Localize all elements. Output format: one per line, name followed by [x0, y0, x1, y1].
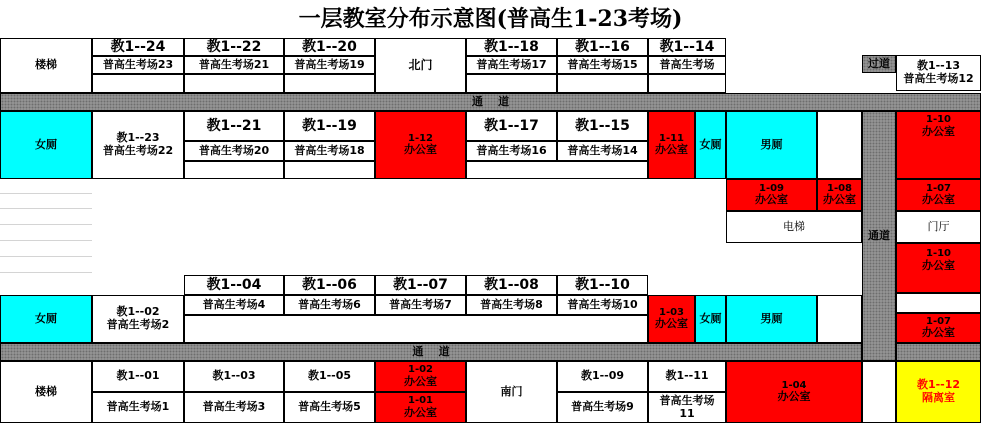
- toilet-female-upper: [0, 111, 92, 179]
- toilet-label: 男厕: [760, 311, 783, 325]
- exam-label: 普高生考场5: [298, 400, 361, 414]
- blank-cell: [648, 74, 726, 93]
- room-1-15: [557, 111, 648, 141]
- exam-label: 普高生考场: [659, 393, 715, 407]
- passage-label: 过道: [868, 56, 890, 70]
- room-label: 教1--22: [206, 38, 262, 55]
- blank-cell: [184, 161, 284, 179]
- exam-label: 普高生考场18: [294, 143, 365, 157]
- exam-label: 普高生考场23: [102, 57, 174, 71]
- corridor-top: [0, 93, 981, 111]
- blank-cell: [896, 293, 981, 313]
- office-label: 办公室: [404, 405, 437, 419]
- office-label: 办公室: [922, 193, 955, 207]
- toilet-label: 女厕: [699, 311, 722, 325]
- exam-6: [284, 295, 375, 315]
- exam-20: [184, 141, 284, 161]
- office-label: 办公室: [922, 258, 955, 272]
- toilet-label: 女厕: [699, 137, 722, 151]
- gate-label: 南门: [500, 384, 523, 398]
- room-label: 教1--09: [580, 369, 625, 383]
- blank-cell: [817, 111, 862, 179]
- room-1-16: [557, 38, 648, 56]
- exam-8: [466, 295, 557, 315]
- lobby: [896, 211, 981, 243]
- room-label: 教1--16: [575, 38, 630, 55]
- office-1-04: [726, 361, 862, 423]
- room-1-23: [92, 111, 184, 179]
- office-label: 办公室: [655, 317, 688, 331]
- toilet-male-upper: [726, 111, 817, 179]
- room-1-09: [557, 361, 648, 392]
- office-label: 办公室: [777, 390, 811, 404]
- exam-label: 普高生考场4: [202, 297, 266, 311]
- room-1-19: [284, 111, 375, 141]
- room-label: 教1--15: [575, 117, 630, 134]
- office-1-10-upper: [896, 111, 981, 179]
- grid-line: [0, 208, 92, 209]
- lobby-label: 门厅: [927, 219, 950, 233]
- exam-label: 普高生考场3: [202, 400, 266, 414]
- blank-cell: [184, 74, 284, 93]
- exam-label: 普高生考场6: [298, 297, 361, 311]
- exam-label: 普高生考场14: [567, 143, 638, 157]
- exam-18: [284, 141, 375, 161]
- room-label: 教1--14: [659, 38, 715, 55]
- office-1-11: [648, 111, 695, 179]
- room-label: 教1--18: [484, 38, 539, 55]
- grid-line: [0, 240, 92, 241]
- isolation-label: 隔离室: [922, 391, 955, 404]
- exam-5: [284, 392, 375, 423]
- office-1-07-upper: [896, 179, 981, 211]
- stairs-bottom: [0, 361, 92, 423]
- room-1-22: [184, 38, 284, 56]
- exam-label: 普高生考场16: [476, 143, 547, 157]
- toilet-female-upper-2: [695, 111, 726, 179]
- room-label: 教1--17: [484, 117, 539, 134]
- room-label: 教1--21: [206, 117, 262, 134]
- exam-label: 普高生考场22: [102, 144, 174, 157]
- office-1-02: [375, 361, 466, 392]
- passage-cell: [862, 55, 896, 73]
- room-1-11: [648, 361, 726, 392]
- blank-cell: [817, 295, 862, 343]
- room-1-03: [184, 361, 284, 392]
- room-label: 教1--24: [110, 38, 166, 55]
- stairs-label: 楼梯: [35, 384, 57, 398]
- room-1-05: [284, 361, 375, 392]
- stairs-top: [0, 38, 92, 93]
- office-1-12: [375, 111, 466, 179]
- room-label: 教1--07: [393, 276, 448, 293]
- room-1-04: [184, 275, 284, 295]
- north-gate: [375, 38, 466, 93]
- office-number: 1-10: [925, 114, 952, 125]
- blank-cell: [284, 74, 375, 93]
- exam-label: 普高生考场21: [198, 57, 270, 71]
- office-label: 办公室: [404, 143, 437, 157]
- room-1-17: [466, 111, 557, 141]
- office-1-07-lower: [896, 313, 981, 343]
- stairs-label: 楼梯: [35, 58, 57, 72]
- office-number: 1-09: [758, 182, 785, 194]
- exam-15: [557, 56, 648, 74]
- office-number: 1-04: [781, 379, 807, 391]
- room-label: 教1--19: [302, 117, 357, 134]
- exam-9: [557, 392, 648, 423]
- grid-line: [0, 256, 92, 257]
- office-number: 1-11: [658, 132, 685, 144]
- blank-cell: [466, 74, 557, 93]
- room-1-18: [466, 38, 557, 56]
- blank-cell: [862, 361, 896, 423]
- room-label: 教1--08: [484, 276, 539, 293]
- office-number: 1-07: [925, 182, 952, 194]
- office-1-10-lower: [896, 243, 981, 293]
- office-label: 办公室: [755, 193, 788, 207]
- room-label: 教1--06: [302, 276, 357, 293]
- room-label: 教1--10: [575, 276, 630, 293]
- exam-7: [375, 295, 466, 315]
- office-1-09: [726, 179, 817, 211]
- toilet-label: 男厕: [760, 137, 783, 151]
- exam-label: 普高生考场12: [903, 72, 974, 85]
- room-1-21: [184, 111, 284, 141]
- toilet-label: 女厕: [35, 137, 57, 151]
- corridor-side: [862, 111, 896, 361]
- exam-label: 普高生考场: [659, 57, 715, 71]
- office-label: 办公室: [655, 143, 688, 157]
- room-label: 教1--20: [302, 38, 357, 55]
- page-title: 一层教室分布示意图(普高生1-23考场): [298, 6, 683, 32]
- office-number: 1-02: [407, 364, 434, 376]
- toilet-female-lower: [0, 295, 92, 343]
- exam-label: 普高生考场19: [294, 57, 365, 71]
- exam-label: 普高生考场1: [106, 400, 170, 414]
- south-gate: [466, 361, 557, 423]
- exam-label: 普高生考场10: [567, 297, 638, 311]
- room-1-13: [896, 55, 981, 91]
- room-1-24: [92, 38, 184, 56]
- exam-16: [466, 141, 557, 161]
- exam-plain: [648, 56, 726, 74]
- room-1-08: [466, 275, 557, 295]
- corridor-label: 通 道: [412, 344, 450, 358]
- room-1-20: [284, 38, 375, 56]
- toilet-female-lower-2: [695, 295, 726, 343]
- office-number: 1-07: [925, 315, 952, 327]
- blank-cell: [466, 161, 648, 179]
- room-1-02: [92, 295, 184, 343]
- exam-label: 普高生考场20: [198, 143, 270, 157]
- blank-cell: [557, 74, 648, 93]
- toilet-label: 女厕: [35, 311, 57, 325]
- exam-label: 普高生考场8: [480, 297, 543, 311]
- office-1-01: [375, 392, 466, 423]
- office-label: 办公室: [922, 124, 955, 138]
- grid-line: [0, 224, 92, 225]
- room-label: 教1--23: [116, 131, 160, 145]
- exam-17: [466, 56, 557, 74]
- room-label: 教1--11: [665, 369, 709, 383]
- room-label: 教1--03: [212, 369, 256, 383]
- corridor-label: 通 道: [471, 94, 510, 108]
- exam-label: 普高生考场17: [476, 57, 547, 71]
- exam-label: 普高生考场7: [389, 297, 452, 311]
- exam-23: [92, 56, 184, 74]
- corridor-bottom-right: [896, 343, 981, 361]
- office-label: 办公室: [823, 193, 856, 207]
- exam-1: [92, 392, 184, 423]
- exam-14: [557, 141, 648, 161]
- exam-19: [284, 56, 375, 74]
- room-1-01: [92, 361, 184, 392]
- office-number: 1-08: [826, 182, 853, 194]
- office-number: 1-03: [658, 306, 685, 318]
- isolation-room: [896, 361, 981, 423]
- toilet-male-lower: [726, 295, 817, 343]
- room-label: 教1--01: [116, 369, 160, 383]
- grid-line: [0, 193, 92, 194]
- exam-label: 普高生考场15: [567, 57, 638, 71]
- elevator-label: 电梯: [783, 219, 805, 233]
- exam-label: 普高生考场2: [106, 318, 170, 331]
- exam-4: [184, 295, 284, 315]
- corridor-label: 通道: [868, 228, 890, 242]
- office-label: 办公室: [922, 326, 955, 340]
- exam-number: 11: [679, 406, 695, 420]
- blank-cell: [184, 315, 648, 343]
- office-number: 1-12: [407, 132, 434, 144]
- room-label: 教1--04: [206, 276, 262, 293]
- office-label: 办公室: [404, 374, 437, 388]
- exam-3: [184, 392, 284, 423]
- office-number: 1-01: [407, 395, 434, 407]
- corridor-bottom: [0, 343, 862, 361]
- room-1-06: [284, 275, 375, 295]
- blank-cell: [92, 74, 184, 93]
- exam-11: [648, 392, 726, 423]
- blank-cell: [284, 161, 375, 179]
- grid-line: [0, 272, 92, 273]
- room-1-07: [375, 275, 466, 295]
- room-1-14: [648, 38, 726, 56]
- exam-21: [184, 56, 284, 74]
- room-1-10: [557, 275, 648, 295]
- exam-label: 普高生考场9: [571, 400, 634, 414]
- exam-10: [557, 295, 648, 315]
- room-label: 教1--13: [916, 59, 961, 73]
- room-label: 教1--12: [916, 378, 961, 392]
- gate-label: 北门: [408, 57, 433, 72]
- room-label: 教1--05: [307, 369, 352, 383]
- room-label: 教1--02: [116, 305, 160, 319]
- office-number: 1-10: [925, 248, 952, 259]
- office-1-08: [817, 179, 862, 211]
- elevator: [726, 211, 862, 243]
- office-1-03: [648, 295, 695, 343]
